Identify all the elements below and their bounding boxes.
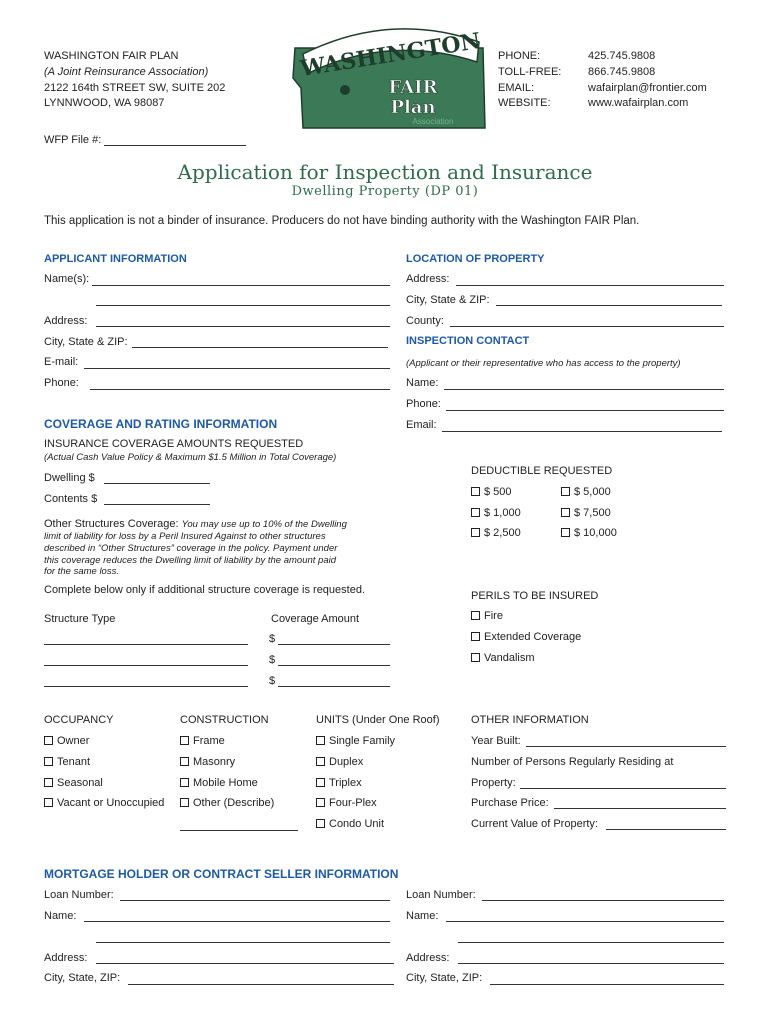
complete-below-note: Complete below only if additional structure coverage is requested. [44, 584, 366, 596]
mortgage-address-field-2[interactable] [458, 963, 724, 964]
location-county-field[interactable] [450, 326, 724, 327]
contact-email: wafairplan@frontier.com [588, 82, 707, 94]
mortgage-address-label-2: Address: [406, 952, 450, 964]
inspection-email-field[interactable] [442, 431, 722, 432]
applicant-heading: APPLICANT INFORMATION [44, 253, 187, 265]
year-built-field[interactable] [526, 746, 726, 747]
dwelling-label: Dwelling $ [44, 472, 95, 484]
other-structures-label [44, 518, 347, 531]
deductible-label: $ 5,000 [574, 486, 611, 498]
applicant-names-field-2[interactable] [96, 305, 390, 306]
structure-type-label: Structure Type [44, 613, 116, 625]
mortgage-loan-label-1: Loan Number: [44, 889, 114, 901]
applicant-email-label: E-mail: [44, 356, 79, 368]
coverage-dollar-3: $ [269, 675, 276, 687]
purchase-price-field[interactable] [554, 808, 726, 809]
occupancy-label: Tenant [57, 756, 91, 768]
deductible-label: $ 1,000 [484, 507, 521, 519]
mortgage-loan-field-2[interactable] [482, 900, 724, 901]
mortgage-name-field-2b[interactable] [458, 942, 724, 943]
applicant-phone-label: Phone: [44, 377, 79, 389]
coverage-amount-field-2[interactable] [278, 665, 390, 666]
peril-vandalism[interactable] [471, 652, 535, 665]
coverage-amount-field-3[interactable] [278, 686, 390, 687]
mortgage-address-field-1[interactable] [96, 963, 394, 964]
units-single-family[interactable] [316, 735, 395, 748]
coverage-heading: COVERAGE AND RATING INFORMATION [44, 417, 278, 431]
form-subtitle: Dwelling Property (DP 01) [291, 184, 479, 199]
deductible-option-1000[interactable] [471, 507, 521, 520]
checkbox-icon[interactable] [471, 487, 480, 496]
occupancy-heading: OCCUPANCY [44, 714, 114, 726]
checkbox-icon[interactable] [471, 653, 480, 662]
checkbox-icon[interactable] [316, 798, 325, 807]
mortgage-loan-label-2: Loan Number: [406, 889, 476, 901]
persons-field[interactable] [520, 788, 726, 789]
contents-amount-field[interactable] [104, 504, 210, 505]
inspection-heading: INSPECTION CONTACT [406, 335, 530, 347]
checkbox-icon[interactable] [44, 736, 53, 745]
inspection-name-field[interactable] [444, 389, 724, 390]
location-city-label: City, State & ZIP: [406, 294, 490, 306]
units-duplex[interactable] [316, 756, 363, 769]
checkbox-icon[interactable] [44, 798, 53, 807]
units-label: Duplex [329, 756, 364, 768]
construction-heading: CONSTRUCTION [180, 714, 269, 726]
applicant-email-field[interactable] [84, 368, 390, 369]
wfp-file-label: WFP File #: [44, 134, 102, 146]
checkbox-icon[interactable] [471, 632, 480, 641]
location-address-label: Address: [406, 273, 450, 285]
logo-text-washington: WASHINGTON [298, 27, 483, 83]
location-city-field[interactable] [496, 305, 722, 306]
persons-label-1: Number of Persons Regularly Residing at [471, 756, 674, 768]
occupancy-owner[interactable] [44, 735, 89, 748]
checkbox-icon[interactable] [561, 508, 570, 517]
other-structures-title: Other Structures Coverage: [44, 518, 179, 530]
location-county-label: County: [406, 315, 444, 327]
construction-frame[interactable] [180, 735, 225, 748]
construction-mobile-home[interactable] [180, 777, 258, 790]
org-subtitle: (A Joint Reinsurance Association) [44, 66, 209, 78]
occupancy-tenant[interactable] [44, 756, 90, 769]
deductible-option-5000[interactable] [561, 486, 611, 499]
dwelling-amount-field[interactable] [104, 483, 210, 484]
construction-label: Masonry [193, 756, 236, 768]
mortgage-name-label-1: Name: [44, 910, 77, 922]
units-label: Condo Unit [329, 818, 385, 830]
org-address-2: LYNNWOOD, WA 98087 [44, 97, 165, 109]
logo-text-association: Association [412, 117, 454, 126]
applicant-names-label: Name(s): [44, 273, 90, 285]
checkbox-icon[interactable] [180, 778, 189, 787]
checkbox-icon[interactable] [471, 611, 480, 620]
applicant-address-label: Address: [44, 315, 88, 327]
peril-label: Extended Coverage [484, 631, 582, 643]
occupancy-seasonal[interactable] [44, 777, 103, 790]
units-four-plex[interactable] [316, 797, 377, 810]
deductible-label: $ 2,500 [484, 527, 521, 539]
location-heading: LOCATION OF PROPERTY [406, 253, 545, 265]
construction-other[interactable] [180, 797, 274, 810]
persons-label-2: Property: [471, 777, 516, 789]
current-value-field[interactable] [606, 829, 726, 830]
mortgage-address-label-1: Address: [44, 952, 88, 964]
checkbox-icon[interactable] [561, 487, 570, 496]
current-value-label: Current Value of Property: [471, 818, 598, 830]
contact-label-phone: PHONE: [498, 50, 541, 62]
perils-heading: PERILS TO BE INSURED [471, 590, 599, 602]
occupancy-label: Seasonal [57, 777, 103, 789]
units-triplex[interactable] [316, 777, 362, 790]
deductible-label: $ 500 [484, 486, 512, 498]
deductible-label: $ 10,000 [574, 527, 617, 539]
checkbox-icon[interactable] [180, 798, 189, 807]
peril-label: Fire [484, 610, 503, 622]
mortgage-name-field-2[interactable] [446, 921, 724, 922]
other-structures-note-2: limit of liability for loss by a Peril Insured Against to other structures [44, 531, 326, 542]
mortgage-loan-field-1[interactable] [120, 900, 390, 901]
units-label: Four-Plex [329, 797, 377, 809]
checkbox-icon[interactable] [471, 508, 480, 517]
deductible-heading: DEDUCTIBLE REQUESTED [471, 465, 613, 477]
deductible-label: $ 7,500 [574, 507, 611, 519]
location-address-field[interactable] [456, 285, 724, 286]
mortgage-city-label-1: City, State, ZIP: [44, 972, 121, 984]
wfp-file-field[interactable] [104, 145, 246, 146]
contact-tollfree: 866.745.9808 [588, 66, 656, 78]
deductible-option-7500[interactable] [561, 507, 611, 520]
mortgage-city-field-2[interactable] [490, 984, 724, 985]
coverage-amounts-note: (Actual Cash Value Policy & Maximum $1.5 Million in Total Coverage) [44, 452, 337, 463]
applicant-names-field[interactable] [92, 285, 390, 286]
contact-phone: 425.745.9808 [588, 50, 656, 62]
structure-type-field-1[interactable] [44, 644, 248, 645]
checkbox-icon[interactable] [316, 778, 325, 787]
checkbox-icon[interactable] [316, 757, 325, 766]
construction-label: Other (Describe) [193, 797, 275, 809]
org-name: WASHINGTON FAIR PLAN [44, 50, 179, 62]
checkbox-icon[interactable] [44, 757, 53, 766]
inspection-email-label: Email: [406, 419, 437, 431]
occupancy-label: Owner [57, 735, 90, 747]
checkbox-icon[interactable] [471, 528, 480, 537]
contact-label-email: EMAIL: [498, 82, 535, 94]
logo-text-plan: Plan [390, 97, 436, 118]
mortgage-city-field-1[interactable] [128, 984, 394, 985]
inspection-note: (Applicant or their representative who has access to the property) [406, 358, 681, 369]
peril-fire[interactable] [471, 610, 503, 623]
contents-label: Contents $ [44, 493, 98, 505]
inspection-phone-field[interactable] [446, 410, 724, 411]
logo-text-fair: FAIR [388, 77, 438, 98]
units-label: Single Family [329, 735, 396, 747]
inspection-name-label: Name: [406, 377, 439, 389]
coverage-dollar-1: $ [269, 633, 276, 645]
structure-type-field-3[interactable] [44, 686, 248, 687]
contact-website: www.wafairplan.com [588, 97, 689, 109]
units-label: Triplex [329, 777, 362, 789]
checkbox-icon[interactable] [180, 736, 189, 745]
occupancy-label: Vacant or Unoccupied [57, 797, 165, 809]
checkbox-icon[interactable] [561, 528, 570, 537]
mortgage-name-label-2: Name: [406, 910, 439, 922]
construction-masonry[interactable] [180, 756, 235, 769]
checkbox-icon[interactable] [180, 757, 189, 766]
mortgage-name-field-1b[interactable] [96, 942, 390, 943]
applicant-phone-field[interactable] [90, 389, 390, 390]
contact-label-website: WEBSITE: [498, 97, 551, 109]
applicant-city-label: City, State & ZIP: [44, 336, 128, 348]
washington-fair-plan-logo [283, 18, 495, 134]
disclaimer: This application is not a binder of insurance. Producers do not have binding authority with the Washington FAIR Plan. [44, 215, 640, 227]
deductible-option-2500[interactable] [471, 527, 521, 540]
mortgage-heading: MORTGAGE HOLDER OR CONTRACT SELLER INFORMATION [44, 867, 399, 881]
form-title: Application for Inspection and Insurance [177, 160, 593, 184]
contact-label-tollfree: TOLL-FREE: [498, 66, 562, 78]
org-address-1: 2122 164th STREET SW, SUITE 202 [44, 82, 226, 94]
checkbox-icon[interactable] [316, 736, 325, 745]
other-structures-note-3: described in “Other Structures” coverage in the policy. Payment under [44, 543, 338, 554]
structure-type-field-2[interactable] [44, 665, 248, 666]
construction-label: Mobile Home [193, 777, 258, 789]
other-info-heading: OTHER INFORMATION [471, 714, 589, 726]
year-built-label: Year Built: [471, 735, 521, 747]
mortgage-name-field-1[interactable] [84, 921, 390, 922]
applicant-address-field[interactable] [96, 326, 390, 327]
units-heading: UNITS (Under One Roof) [316, 714, 440, 726]
mortgage-city-label-2: City, State, ZIP: [406, 972, 483, 984]
peril-extended-coverage[interactable] [471, 631, 581, 644]
coverage-dollar-2: $ [269, 654, 276, 666]
other-structures-note-1: You may use up to 10% of the Dwelling [181, 519, 347, 530]
inspection-phone-label: Phone: [406, 398, 441, 410]
peril-label: Vandalism [484, 652, 535, 664]
coverage-amounts-heading: INSURANCE COVERAGE AMOUNTS REQUESTED [44, 438, 304, 450]
construction-label: Frame [193, 735, 225, 747]
units-condo-unit[interactable] [316, 818, 384, 831]
coverage-amount-label: Coverage Amount [271, 613, 360, 625]
other-structures-note-5: for the same loss. [44, 566, 119, 577]
applicant-city-field[interactable] [132, 347, 388, 348]
construction-other-describe-field[interactable] [180, 830, 298, 831]
other-structures-note-4: this coverage reduces the Dwelling limit of liability by the amount paid [44, 555, 337, 566]
checkbox-icon[interactable] [44, 778, 53, 787]
deductible-option-10000[interactable] [561, 527, 617, 540]
coverage-amount-field-1[interactable] [278, 644, 390, 645]
occupancy-vacant[interactable] [44, 797, 164, 810]
deductible-option-500[interactable] [471, 486, 512, 499]
purchase-price-label: Purchase Price: [471, 797, 549, 809]
checkbox-icon[interactable] [316, 819, 325, 828]
